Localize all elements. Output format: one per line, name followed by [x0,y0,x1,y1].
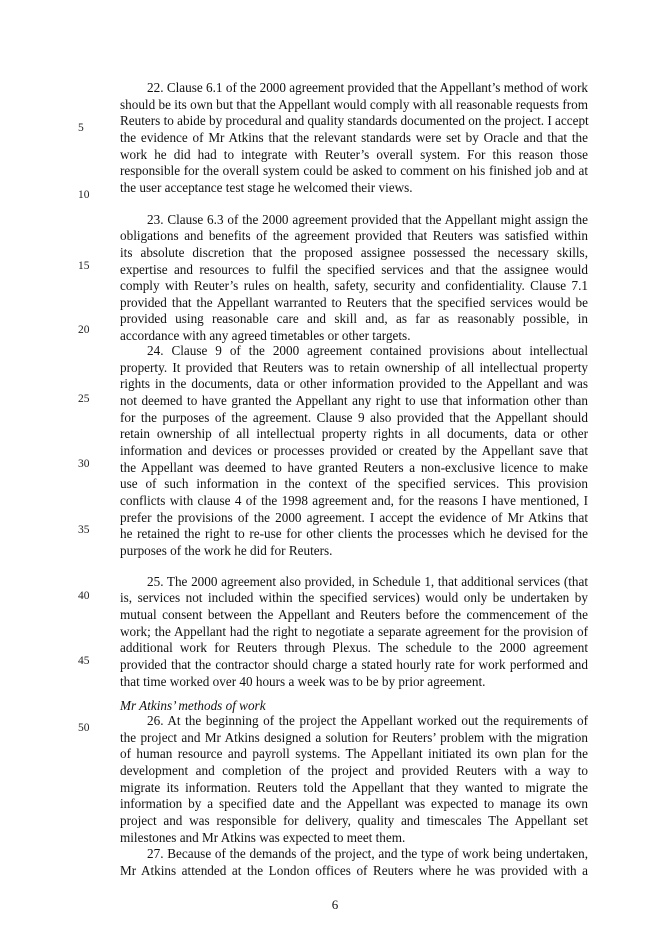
body-text-line: mutual consent between the Appellant and Reuters before the commencement of the [120,607,588,622]
margin-line-number: 40 [78,590,90,602]
body-text-line: responsible for the overall system could be asked to comment on his finished job and at [120,163,588,178]
body-text-line: the project and Mr Atkins designed a solution for Reuters’ problem with the migration [120,730,588,745]
margin-line-number: 35 [78,524,90,536]
body-text-line: comply with Reuter’s rules on health, safety, security and confidentiality. Clause 7.1 [120,278,588,293]
body-text-line: 26. At the beginning of the project the Appellant worked out the requirements of [147,713,588,728]
body-text-line: the user acceptance test stage he welcomed their views. [120,180,413,195]
body-text-line: expertise and resources to fulfil the specified services and that the assignee would [120,262,588,277]
body-text-line: Reuters to abide by procedural and quality standards documented on the project. I accept [120,113,589,128]
margin-line-number: 15 [78,260,90,272]
body-text-line: property. It provided that Reuters was to retain ownership of all intellectual property [120,360,588,375]
body-text-line: additional work for Reuters through Plexus. The schedule to the 2000 agreement [120,640,588,655]
margin-line-number: 5 [78,122,84,134]
body-text-line: 23. Clause 6.3 of the 2000 agreement provided that the Appellant might assign the [147,212,588,227]
body-text-line: 25. The 2000 agreement also provided, in Schedule 1, that additional services (that [147,574,588,589]
body-text-line: work; the Appellant had the right to negotiate a separate agreement for the provision of [120,624,588,639]
body-text-line: 24. Clause 9 of the 2000 agreement contained provisions about intellectual [147,343,588,358]
body-text-line: its absolute discretion that the proposed assignee possessed the necessary skills, [120,245,588,260]
body-text-line: is, services not included within the specified services) would only be undertaken by [120,590,588,605]
body-text-line: 22. Clause 6.1 of the 2000 agreement provided that the Appellant’s method of work [147,80,588,95]
body-text-line: project and was responsible for delivery, quality and timescales The Appellant set [120,813,588,828]
body-text-line: not deemed to have granted the Appellant any right to use that information other than [120,393,588,408]
body-text-line: for the purposes of the agreement. Clause 9 also provided that the Appellant should [120,410,588,425]
body-text-line: he retained the right to re-use for other clients the processes which he devised for the [120,526,588,541]
margin-line-number: 25 [78,393,90,405]
body-text-line: retain ownership of all intellectual property rights in all documents, data or other [120,426,588,441]
body-text-line: information and devices or processes provided or created by the Appellant save that [120,443,588,458]
body-text-line: provided that the contractor should charge a stated hourly rate for work performed and [120,657,588,672]
body-text-line: work he did had to integrate with Reuter’s overall system. For this reason those [120,147,588,162]
body-text-line: accordance with any agreed timetables or other targets. [120,328,411,343]
body-text-line: of human resource and payroll systems. The Appellant initiated its own plan for the [120,746,588,761]
body-text-line: the evidence of Mr Atkins that the relevant standards were set by Oracle and that the [120,130,588,145]
body-text-line: obligations and benefits of the agreement provided that Reuters was satisfied within [120,228,588,243]
page-number: 6 [331,897,339,912]
body-text-line: 27. Because of the demands of the project, and the type of work being undertaken, [147,846,588,861]
body-text-line: prefer the provisions of the 2000 agreement. I accept the evidence of Mr Atkins that [120,510,588,525]
section-heading: Mr Atkins’ methods of work [120,698,266,713]
margin-line-number: 20 [78,324,90,336]
body-text-line: rights in the documents, data or other information provided to the Appellant and was [120,376,588,391]
body-text-line: development and completion of the project and provided Reuters with a way to [120,763,588,778]
body-text-line: Mr Atkins attended at the London offices of Reuters where he was provided with a [120,863,588,878]
margin-line-number: 45 [78,655,90,667]
body-text-line: use of such information in the context of the specified services. This provision [120,476,588,491]
body-text-line: that time worked over 40 hours a week was to be by prior agreement. [120,674,486,689]
body-text-line: purposes of the work he did for Reuters. [120,543,333,558]
body-text-line: provided using reasonable care and skill and, as far as reasonably possible, in [120,311,588,326]
margin-line-number: 30 [78,458,90,470]
body-text-line: should be its own but that the Appellant would comply with all reasonable requests from [120,97,588,112]
margin-line-number: 50 [78,722,90,734]
body-text-line: milestones and Mr Atkins was expected to meet them. [120,830,406,845]
body-text-line: conflicts with clause 4 of the 1998 agreement and, for the reasons I have mentioned, I [120,493,588,508]
body-text-line: provided that the Appellant warranted to Reuters that the specified services would be [120,295,588,310]
body-text-line: migrate its information. Reuters told the Appellant that they wanted to migrate the [120,780,588,795]
body-text-line: the Appellant was deemed to have granted Reuters a non-exclusive licence to make [120,460,588,475]
body-text-line: information by a specified date and the Appellant was expected to manage its own [120,796,588,811]
margin-line-number: 10 [78,189,90,201]
